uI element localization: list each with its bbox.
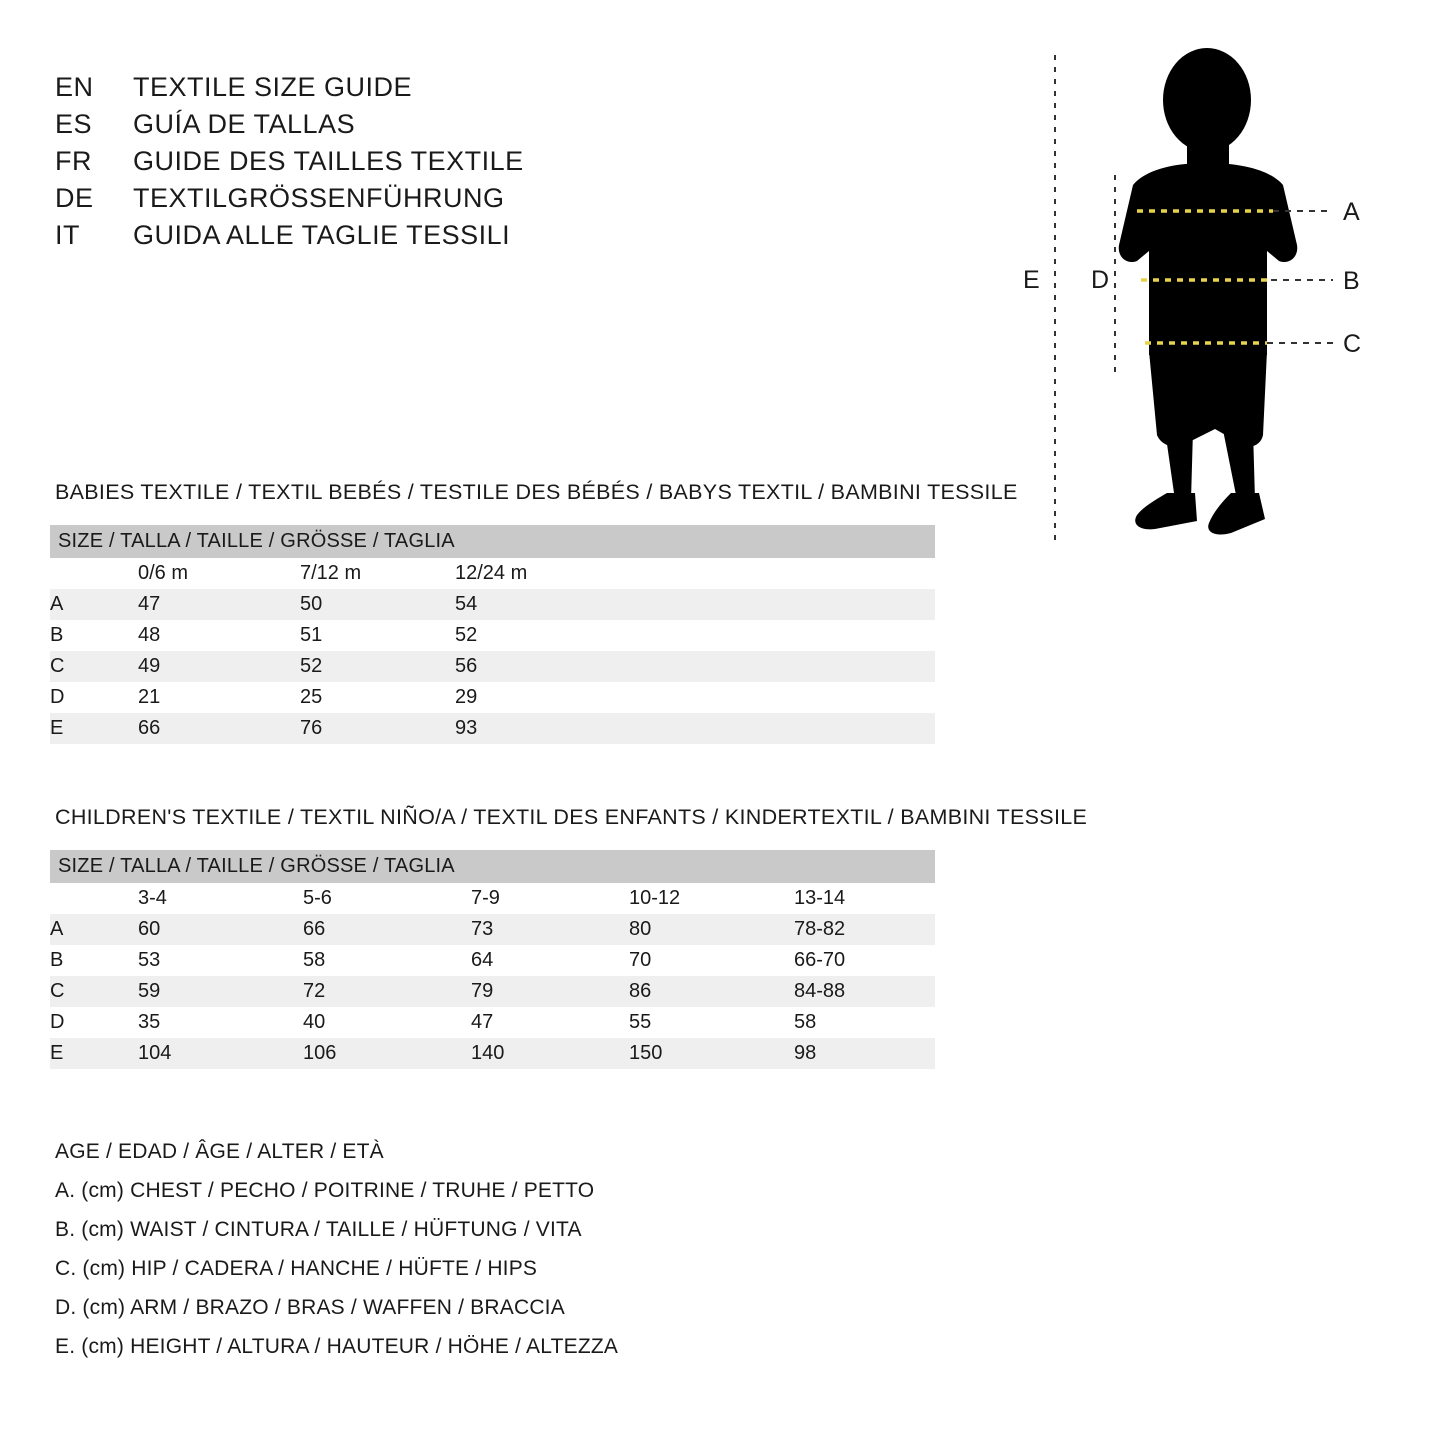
title-text-it: GUIDA ALLE TAGLIE TESSILI bbox=[133, 220, 511, 250]
children-section-heading: CHILDREN'S TEXTILE / TEXTIL NIÑO/A / TEXTIL DES ENFANTS / KINDERTEXTIL / BAMBINI TESSILE bbox=[55, 805, 1088, 829]
children-cell-e-4: 98 bbox=[794, 1038, 935, 1069]
marker-b-label: B bbox=[1343, 267, 1360, 295]
marker-d-label: D bbox=[1091, 266, 1110, 294]
title-block bbox=[55, 72, 675, 257]
children-cell-d-1: 40 bbox=[303, 1007, 471, 1038]
children-cell-e-1: 106 bbox=[303, 1038, 471, 1069]
child-silhouette-shape bbox=[1119, 48, 1298, 535]
babies-col-0: 0/6 m bbox=[138, 558, 300, 589]
children-header-corner bbox=[50, 883, 138, 914]
babies-header-corner bbox=[50, 558, 138, 589]
babies-cell-d-2: 29 bbox=[455, 682, 935, 713]
table-row bbox=[50, 945, 935, 976]
measurement-legend bbox=[55, 1140, 955, 1374]
legend-line-hip: C. (cm) HIP / CADERA / HANCHE / HÜFTE / HIPS bbox=[55, 1257, 538, 1280]
babies-col-1: 7/12 m bbox=[300, 558, 455, 589]
children-col-1: 5-6 bbox=[303, 883, 471, 914]
title-lang-es: ES bbox=[55, 109, 93, 139]
children-table-bar-row bbox=[50, 850, 935, 883]
title-text-fr: GUIDE DES TAILLES TEXTILE bbox=[133, 146, 524, 176]
babies-cell-c-1: 52 bbox=[300, 651, 455, 682]
title-lang-it: IT bbox=[55, 220, 80, 250]
babies-table-bar-row bbox=[50, 525, 935, 558]
children-cell-a-4: 78-82 bbox=[794, 914, 935, 945]
children-row-label-b: B bbox=[50, 945, 138, 976]
babies-row-label-c: C bbox=[50, 651, 138, 682]
title-row-de bbox=[55, 183, 675, 214]
table-row bbox=[50, 682, 935, 713]
children-cell-a-0: 60 bbox=[138, 914, 303, 945]
title-row-fr bbox=[55, 146, 675, 177]
children-cell-c-0: 59 bbox=[138, 976, 303, 1007]
babies-cell-b-2: 52 bbox=[455, 620, 935, 651]
children-cell-b-0: 53 bbox=[138, 945, 303, 976]
children-col-2: 7-9 bbox=[471, 883, 629, 914]
title-row-it bbox=[55, 220, 675, 251]
legend-line-age: AGE / EDAD / ÂGE / ALTER / ETÀ bbox=[55, 1140, 384, 1163]
children-row-label-d: D bbox=[50, 1007, 138, 1038]
children-cell-b-4: 66-70 bbox=[794, 945, 935, 976]
babies-row-label-d: D bbox=[50, 682, 138, 713]
table-row bbox=[50, 976, 935, 1007]
legend-line-height: E. (cm) HEIGHT / ALTURA / HAUTEUR / HÖHE / ALTEZZA bbox=[55, 1335, 619, 1358]
children-cell-e-3: 150 bbox=[629, 1038, 794, 1069]
babies-bar-label: SIZE / TALLA / TAILLE / GRÖSSE / TAGLIA bbox=[50, 525, 935, 558]
legend-line-chest: A. (cm) CHEST / PECHO / POITRINE / TRUHE / PETTO bbox=[55, 1179, 595, 1202]
babies-cell-e-0: 66 bbox=[138, 713, 300, 744]
table-row bbox=[50, 1007, 935, 1038]
title-row-en bbox=[55, 72, 675, 103]
children-col-4: 13-14 bbox=[794, 883, 935, 914]
children-row-label-c: C bbox=[50, 976, 138, 1007]
children-row-label-e: E bbox=[50, 1038, 138, 1069]
title-lang-en: EN bbox=[55, 72, 94, 102]
babies-cell-b-0: 48 bbox=[138, 620, 300, 651]
children-cell-c-4: 84-88 bbox=[794, 976, 935, 1007]
babies-cell-a-2: 54 bbox=[455, 589, 935, 620]
title-text-es: GUÍA DE TALLAS bbox=[133, 109, 356, 139]
children-cell-b-3: 70 bbox=[629, 945, 794, 976]
title-text-de: TEXTILGRÖSSENFÜHRUNG bbox=[133, 183, 505, 213]
babies-cell-c-2: 56 bbox=[455, 651, 935, 682]
title-text-en: TEXTILE SIZE GUIDE bbox=[133, 72, 413, 102]
children-cell-a-2: 73 bbox=[471, 914, 629, 945]
babies-header-row bbox=[50, 558, 935, 589]
marker-c-label: C bbox=[1343, 330, 1362, 358]
children-cell-e-0: 104 bbox=[138, 1038, 303, 1069]
babies-cell-b-1: 51 bbox=[300, 620, 455, 651]
child-silhouette-diagram bbox=[1015, 45, 1415, 565]
legend-line-waist: B. (cm) WAIST / CINTURA / TAILLE / HÜFTUNG / VITA bbox=[55, 1218, 582, 1241]
children-cell-d-2: 47 bbox=[471, 1007, 629, 1038]
babies-row-label-a: A bbox=[50, 589, 138, 620]
babies-size-table bbox=[50, 525, 935, 744]
babies-cell-e-1: 76 bbox=[300, 713, 455, 744]
babies-cell-d-1: 25 bbox=[300, 682, 455, 713]
children-cell-d-3: 55 bbox=[629, 1007, 794, 1038]
babies-cell-c-0: 49 bbox=[138, 651, 300, 682]
children-cell-d-0: 35 bbox=[138, 1007, 303, 1038]
children-row-label-a: A bbox=[50, 914, 138, 945]
table-row bbox=[50, 651, 935, 682]
babies-cell-e-2: 93 bbox=[455, 713, 935, 744]
babies-row-label-b: B bbox=[50, 620, 138, 651]
title-lang-de: DE bbox=[55, 183, 94, 213]
children-size-table bbox=[50, 850, 935, 1069]
children-cell-a-1: 66 bbox=[303, 914, 471, 945]
title-lang-fr: FR bbox=[55, 146, 92, 176]
children-bar-label: SIZE / TALLA / TAILLE / GRÖSSE / TAGLIA bbox=[50, 850, 935, 883]
children-cell-a-3: 80 bbox=[629, 914, 794, 945]
children-cell-c-1: 72 bbox=[303, 976, 471, 1007]
babies-cell-a-1: 50 bbox=[300, 589, 455, 620]
table-row bbox=[50, 620, 935, 651]
table-row bbox=[50, 1038, 935, 1069]
children-col-3: 10-12 bbox=[629, 883, 794, 914]
babies-cell-d-0: 21 bbox=[138, 682, 300, 713]
children-cell-c-2: 79 bbox=[471, 976, 629, 1007]
children-col-0: 3-4 bbox=[138, 883, 303, 914]
silhouette-svg bbox=[1015, 45, 1415, 565]
babies-cell-a-0: 47 bbox=[138, 589, 300, 620]
children-cell-b-1: 58 bbox=[303, 945, 471, 976]
babies-row-label-e: E bbox=[50, 713, 138, 744]
children-cell-c-3: 86 bbox=[629, 976, 794, 1007]
babies-col-2: 12/24 m bbox=[455, 558, 935, 589]
title-row-es bbox=[55, 109, 675, 140]
table-row bbox=[50, 589, 935, 620]
marker-a-label: A bbox=[1343, 198, 1360, 226]
children-cell-e-2: 140 bbox=[471, 1038, 629, 1069]
babies-section-heading: BABIES TEXTILE / TEXTIL BEBÉS / TESTILE DES BÉBÉS / BABYS TEXTIL / BAMBINI TESSILE bbox=[55, 480, 1018, 504]
marker-e-label: E bbox=[1023, 266, 1040, 294]
table-row bbox=[50, 713, 935, 744]
children-cell-d-4: 58 bbox=[794, 1007, 935, 1038]
children-cell-b-2: 64 bbox=[471, 945, 629, 976]
legend-line-arm: D. (cm) ARM / BRAZO / BRAS / WAFFEN / BRACCIA bbox=[55, 1296, 565, 1319]
table-row bbox=[50, 914, 935, 945]
children-header-row bbox=[50, 883, 935, 914]
